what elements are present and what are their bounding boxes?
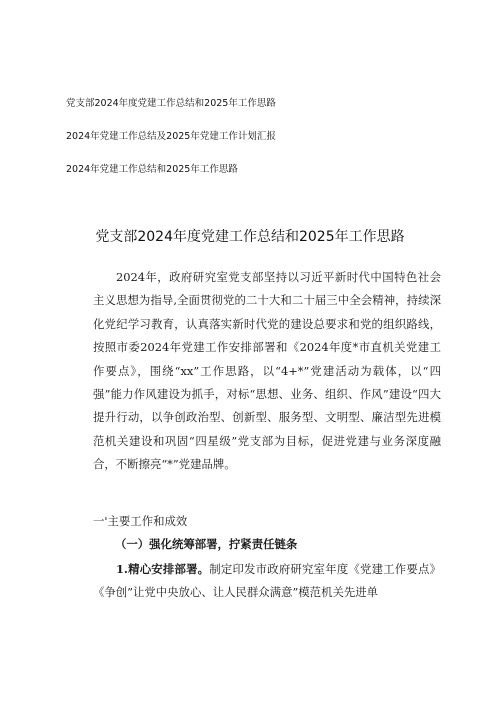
item-lead: 1.精心安排部署。 <box>116 562 210 576</box>
toc-item-3[interactable]: 2024年党建工作总结和2025年工作思路 <box>66 164 238 175</box>
subsection-heading: （一）强化统筹部署，拧紧责任链条 <box>115 537 298 551</box>
document-title: 党支部2024年度党建工作总结和2025年工作思路 <box>95 229 405 245</box>
item-paragraph <box>93 558 441 605</box>
table-of-contents <box>66 97 466 196</box>
toc-item-2[interactable]: 2024年党建工作总结及2025年党建工作计划汇报 <box>66 131 276 142</box>
item-text: 制定印发市政府研究室年度《党建工作要点》《争创”让党中央放心、让人民群众满意”模范机关先进单 <box>93 562 441 600</box>
section-heading: 一'主要工作和成效 <box>93 514 188 528</box>
intro-paragraph: 2024年，政府研究室党支部坚持以习近平新时代中国特色社会主义思想为指导,全面贯彻党的二十大和二十届三中全会精神，持续深化党纪学习教育，认真落实新时代党的建设总要求和党的组织路线，按照市委2024年党建工作安排部署和《2024年度*市直机关党建工作要点》，围绕“xx”工作思路，以“4+*”党建活动为载体，以“四强”能力作风建设为抓手，对标“思想、业务、组织、作风”建设“四大提升行动，以争创政治型、创新型、服务型、文明型、廉洁型先进模范机关建设和巩固“四星级”党支部为目标，促进党建与业务深度融合，不断擦亮“*”党建品牌。 <box>93 270 441 472</box>
toc-item-1[interactable]: 党支部2024年度党建工作总结和2025年工作思路 <box>66 98 276 109</box>
